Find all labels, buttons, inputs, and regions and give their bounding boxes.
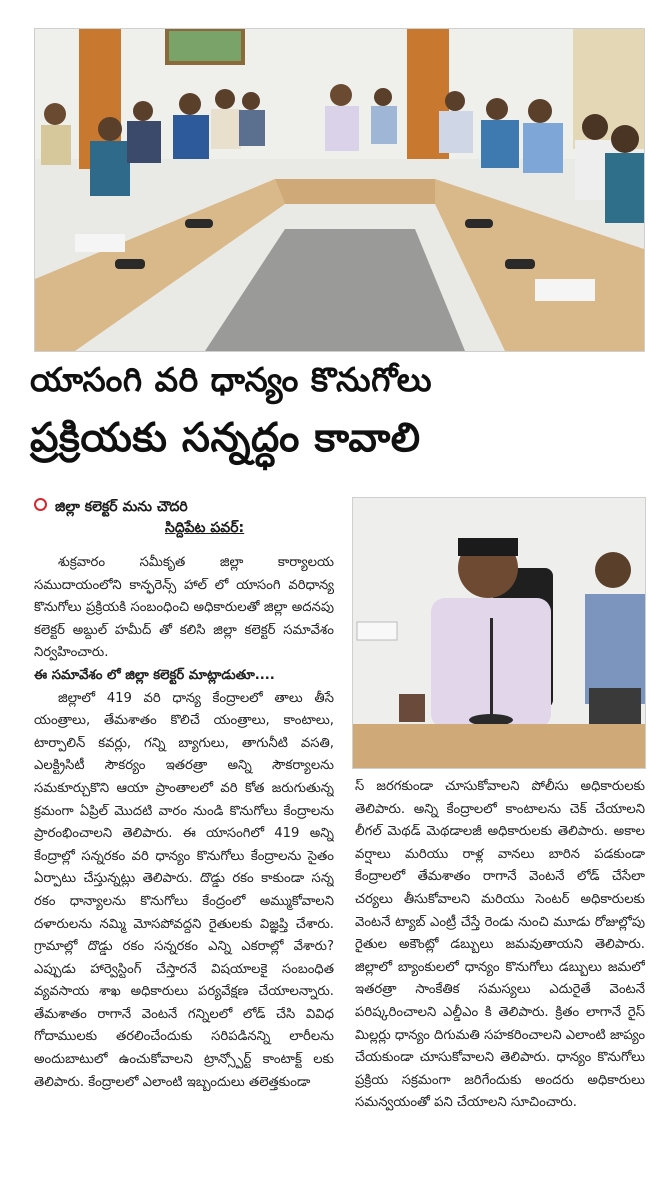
article-paragraph-2: జిల్లాలో 419 వరి ధాన్య కేంద్రాలలో తాలు తీసే యంత్రాలు, తేమశాతం కొలిచే యంత్రాలు, కాంటాలు, టార్పాలిన్ కవర్లు, గన్ని బ్యాగులు, తాగునీటి వసతి, ఎలక్ట్రిసిటీ సౌకర్యం ఇతరత్రా అన్ని సౌకర్యాలను సమకూర్చుకొని ఆయా ప్రాంతాలలో వరి కోత జరుగుతున్న క్రమంగా ఏప్రిల్ మొదటి వారం నుండి కొనుగోలు కేంద్రాలను ప్రారంభించాలని తెలిపారు. ఈ యాసంగిలో 419 అన్ని కేంద్రాల్లో సన్నరకం వరి ధాన్యం కొనుగోలు కేంద్రాలను సైతం ఏర్పాటు చేస్తున్నట్లు తెలిపారు. దొడ్డు రకం కాకుండా సన్న రకం ధాన్యాలను కొనుగోలు కేంద్రంలో అమ్ముకోవాలని దళారులను నమ్మి మోసపోవద్దని రైతులకు విజ్ఞప్తి చేశారు. గ్రామాల్లో దొడ్డు రకం సన్నరకం ఎన్ని ఎకరాల్లో వేశారు? ఎప్పుడు హార్వెస్టింగ్ చేస్తారనే విషయాలకై సంబంధిత వ్యవసాయ శాఖ అధికారులు పర్యవేక్షణ చేయాలన్నారు. తేమశాతం రాగానే వెంటనే గన్నిలలో లోడ్ చేసి వివిధ గోదాములకు తరలించేందుకు సరిపడినన్ని లారీలను అందుబాటులో ఉంచుకోవాలని ట్రాన్స్పోర్ట్ కాంటాక్ట్ లకు తెలిపారు. కేంద్రాలలో ఎలాంటి ఇబ్బందులు తలెత్తకుండా: [34, 690, 334, 1090]
meeting-photo: [34, 28, 645, 352]
headline-line-2: ప్రక్రియకు సన్నద్ధం కావాలి: [30, 415, 421, 461]
collector-photo: [352, 497, 646, 769]
headline-line-1: యాసంగి వరి ధాన్యం కొనుగోలు: [30, 360, 433, 399]
article-column-right: [355, 776, 645, 1203]
article-subhead: ఈ సమావేశం లో జిల్లా కలెక్టర్ మాట్లాడుతూ....: [34, 667, 275, 683]
byline-author: జిల్లా కలెక్టర్ మను చౌదరి: [55, 499, 188, 515]
article-paragraph-1: శుక్రవారం సమీకృత జిల్లా కార్యాలయ సముదాయంలోని కాన్ఫరెన్స్ హాల్ లో యాసంగి వరిధాన్య కొనుగోలు ప్రక్రియకి సంబంధించి అధికారులతో జిల్లా అదనపు కలెక్టర్ అబ్దుల్ హమీద్ తో కలిసి జిల్లా కలెక్టర్ సమావేశం నిర్వహించారు.: [34, 555, 334, 661]
bullet-circle-icon: [34, 498, 47, 511]
meeting-photo-image: [35, 29, 644, 351]
byline: [34, 497, 334, 517]
article-paragraph-3: స్ జరగకుండా చూసుకోవాలని పోలీసు అధికారులకు తెలిపారు. అన్ని కేంద్రాలలో కాంటాలను చెక్ చేయాలని లీగల్ మెథడ్ మెథడాలజీ అధికారులకు తెలిపారు. అకాల వర్షాలు మరియు రాళ్ల వానలు బారిన పడకుండా కేంద్రాలలో తేమశాతం రాగానే వెంటనే లోడ్ చేసేలా చర్యలు తీసుకోవాలని మరియు సెంటర్ అధికారులకు వెంటనే ట్యాబ్ ఎంట్రీ చేస్తే రెండు నుంచి మూడు రోజుల్లోపు రైతుల అకౌంట్లో డబ్బులు జమవుతాయని తెలిపారు. జిల్లాలో బ్యాంకులలో ధాన్యం కొనుగోలు డబ్బులు జమలో ఇతరత్రా సాంకేతిక సమస్యలు ఎదురైతే వెంటనే పరిష్కరించాలని ఎల్డీఎం కి తెలిపారు. క్రితం లాగానే రైస్ మిల్లర్లు ధాన్యం దిగుమతి సహకరించాలని ఎలాంటి జాప్యం చేయకుండా చూసుకోవాలని తెలిపారు. ధాన్యం కొనుగోలు ప్రక్రియ సక్రమంగా జరిగేందుకు అందరు అధికారులు సమన్వయంతో పని చేయాలని సూచించారు.: [355, 779, 645, 1111]
dateline: సిద్దిపేట పవర్:: [165, 520, 245, 536]
collector-photo-image: [353, 498, 645, 768]
article-column-left: [34, 552, 334, 1203]
